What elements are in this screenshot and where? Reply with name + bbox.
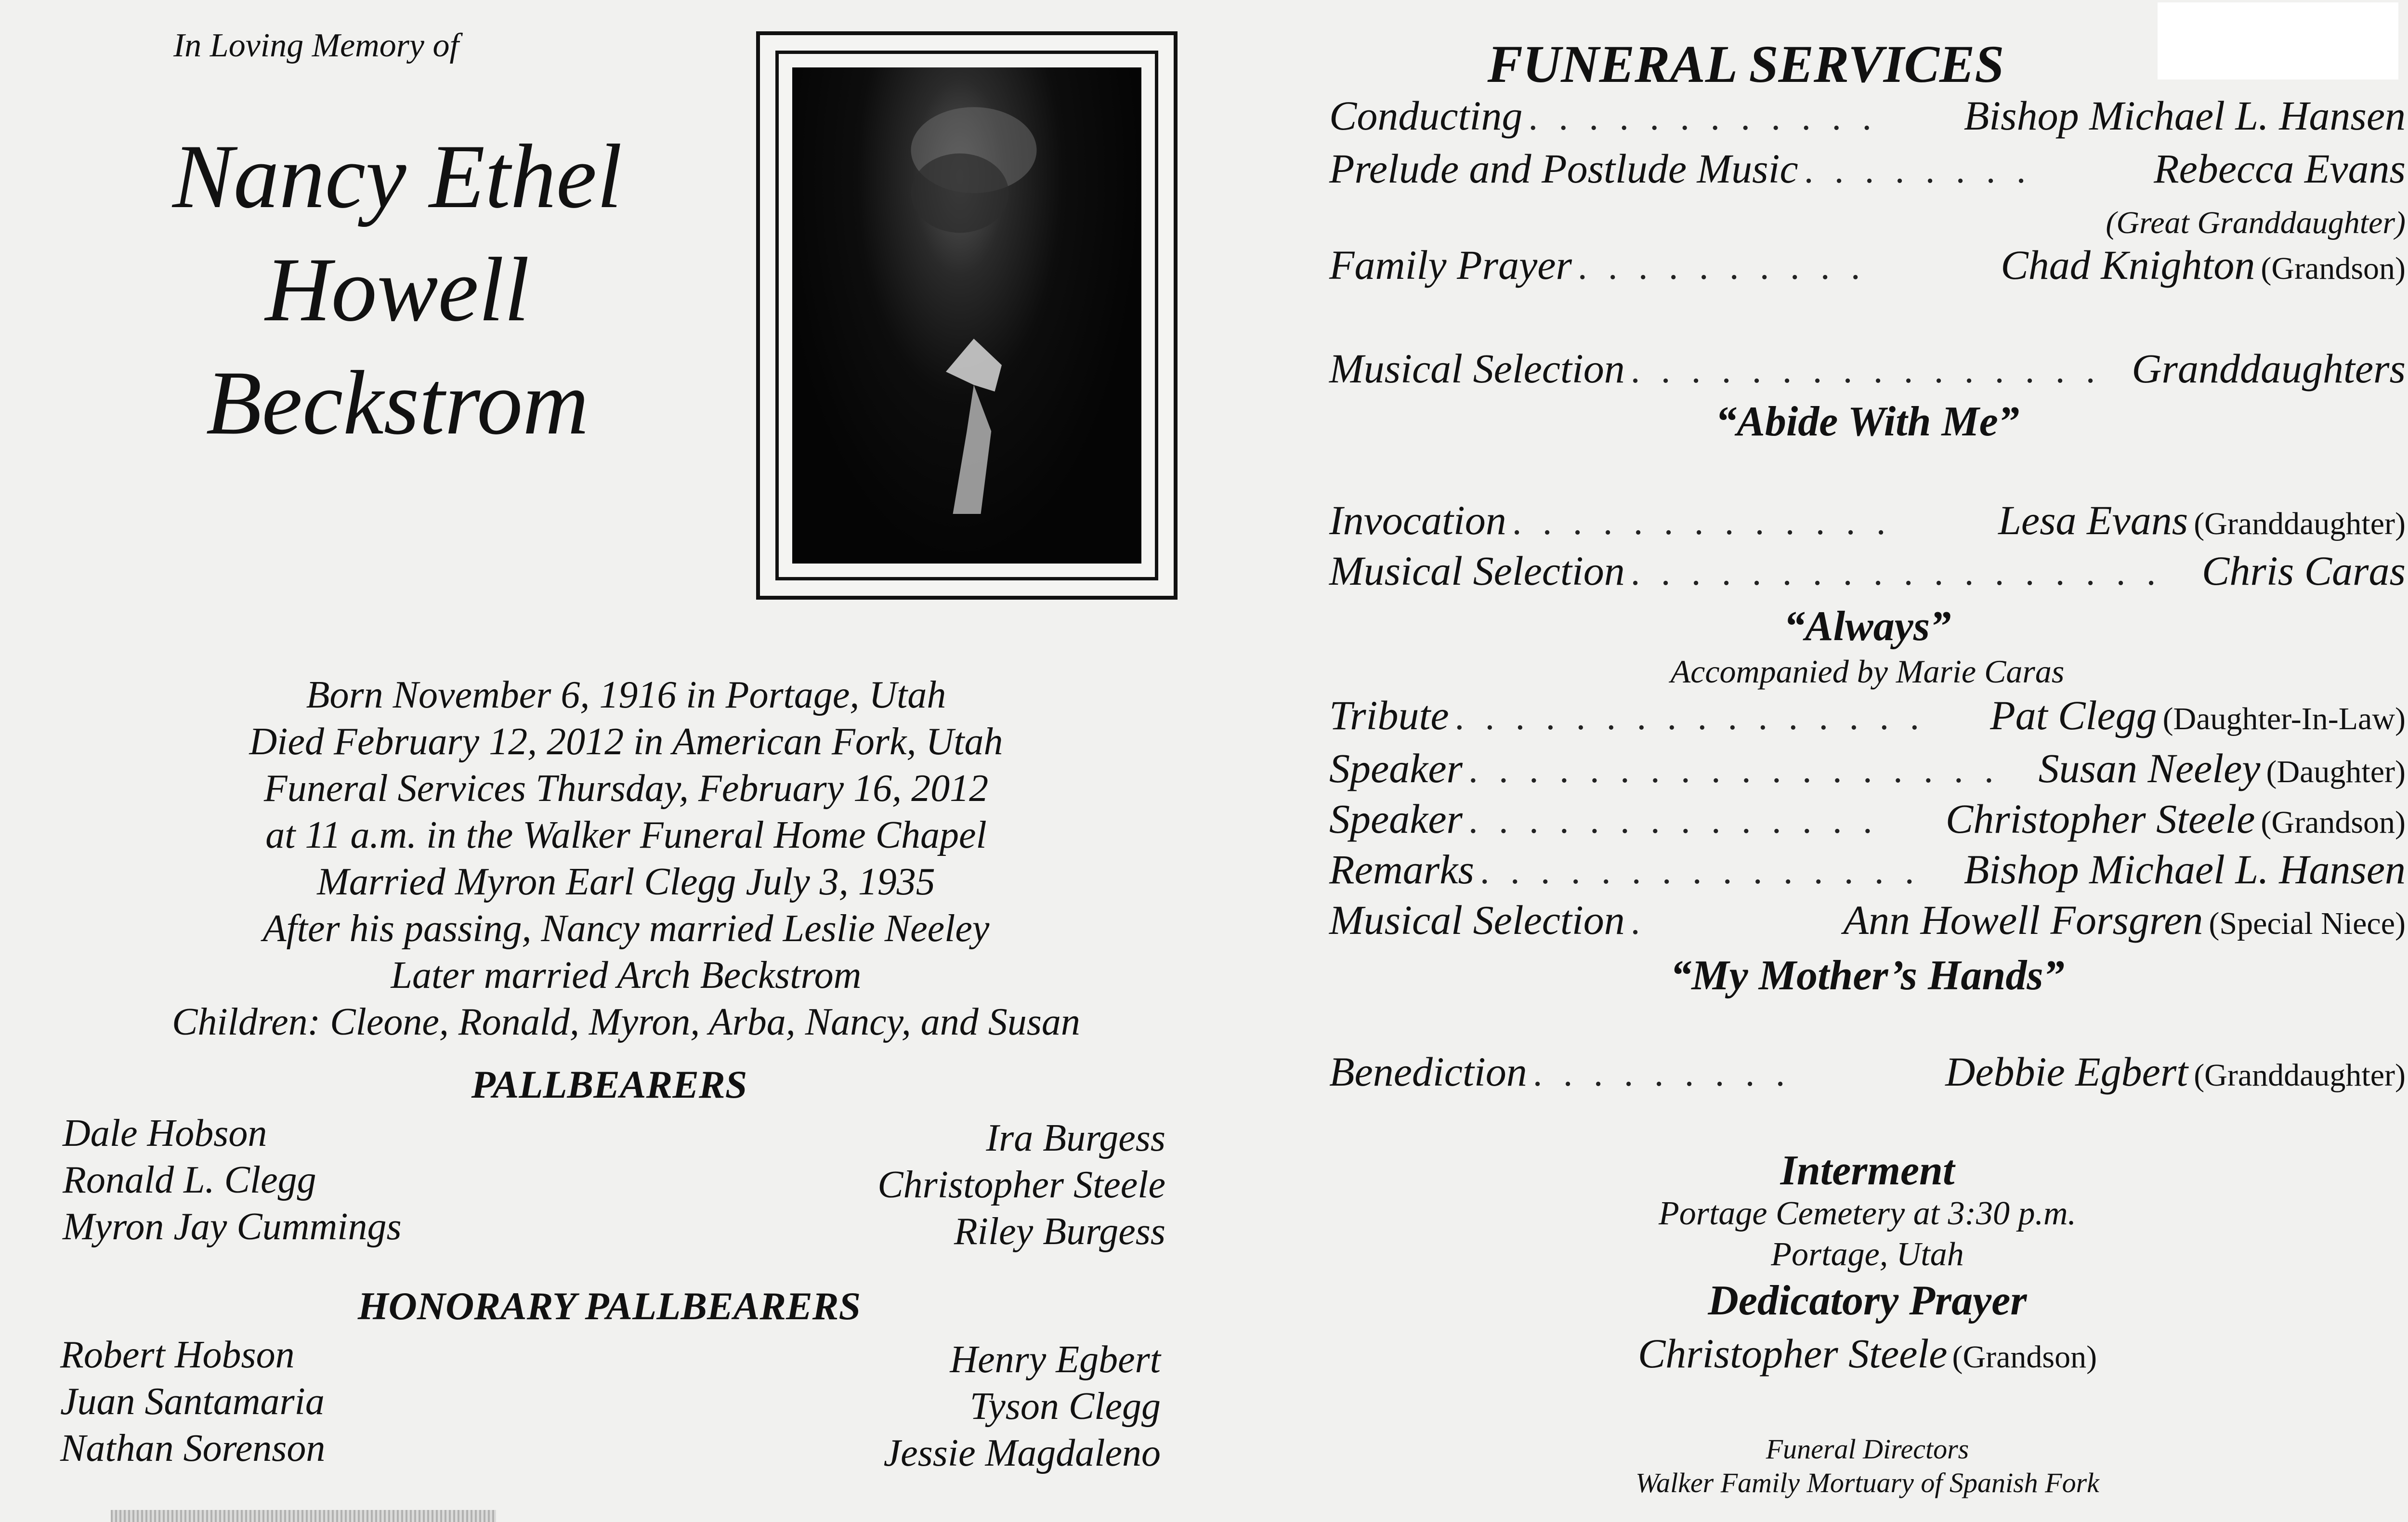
honorary-pallbearer-name: Juan Santamaria: [60, 1380, 325, 1423]
song-title: “Abide With Me”: [1715, 398, 2019, 445]
memory-heading: In Loving Memory of: [173, 27, 459, 64]
program-role: Speaker: [1329, 745, 1463, 791]
program-role: Musical Selection: [1329, 345, 1625, 392]
program-person: Pat Clegg (Daughter-In-Law): [1990, 692, 2406, 738]
scan-edge-artifact: [111, 1510, 496, 1522]
bio-line: Later married Arch Beckstrom: [391, 954, 862, 997]
name-line-last: Beckstrom: [206, 353, 589, 454]
program-relation: (Grandson): [2261, 805, 2406, 840]
program-role: Family Prayer: [1329, 242, 1572, 288]
interment-place: Portage, Utah: [1771, 1236, 1964, 1273]
program-relation: (Daughter): [2266, 754, 2406, 789]
leader-dots: . . . . . . . . . . . . . . . .: [1455, 695, 1926, 737]
leader-dots: . . . . . . . . . . . . .: [1513, 500, 1893, 542]
program-row-prelude: [1329, 144, 2406, 193]
leader-dots: . . . . . . . . . .: [1578, 245, 1867, 287]
honorary-right-list: [626, 1337, 1161, 1477]
dedicatory-prayer-heading: Dedicatory Prayer: [1708, 1277, 2027, 1324]
program-person: Ann Howell Forsgren (Special Niece): [1843, 897, 2406, 943]
redaction-box: [2158, 2, 2398, 79]
bio-line: Children: Cleone, Ronald, Myron, Arba, Nancy, and Susan: [172, 1001, 1080, 1043]
program-row-musical-selection-2: [1329, 547, 2406, 595]
program-relation: (Grandson): [2261, 251, 2406, 286]
accompaniment-note: Accompanied by Marie Caras: [1670, 653, 2065, 690]
leader-dots: . . . . . . . . . . . . . . . . . .: [1631, 551, 2163, 593]
program-role: Prelude and Postlude Music: [1329, 145, 1798, 192]
pallbearer-name: Ira Burgess: [986, 1117, 1165, 1159]
program-person: Chad Knighton (Grandson): [2001, 242, 2406, 288]
leader-dots: . . . . . . . . . . . .: [1529, 96, 1878, 138]
pallbearers-left-list: [63, 1110, 544, 1250]
honorary-pallbearer-name: Nathan Sorenson: [60, 1427, 326, 1470]
leader-dots: . . . . . . . . . . . . . . . .: [1631, 349, 2102, 391]
song-title: “My Mother’s Hands”: [1670, 952, 2065, 999]
honorary-pallbearer-name: Henry Egbert: [950, 1338, 1161, 1381]
dedicatory-prayer-person: Christopher Steele (Grandson): [1637, 1330, 2097, 1377]
program-row-musical-selection-3: [1329, 896, 2406, 944]
interment-time: Portage Cemetery at 3:30 p.m.: [1658, 1195, 2077, 1232]
honorary-pallbearers-heading: HONORARY PALLBEARERS: [357, 1284, 861, 1328]
program-person: Chris Caras: [2202, 548, 2406, 594]
name-line-middle: Howell: [265, 239, 530, 341]
program-row-family-prayer: [1329, 241, 2406, 289]
program-person: Lesa Evans (Granddaughter): [1998, 497, 2406, 543]
program-person: Granddaughters: [2132, 345, 2406, 392]
leader-dots: . . . . . . . . . . . . . . .: [1480, 850, 1921, 892]
funeral-services-title: FUNERAL SERVICES: [1487, 35, 2004, 93]
bio-line: Funeral Services Thursday, February 16, 2012: [263, 767, 989, 810]
honorary-pallbearer-name: Tyson Clegg: [969, 1385, 1161, 1428]
pallbearer-name: Ronald L. Clegg: [63, 1159, 316, 1201]
name-line-first: Nancy Ethel: [172, 126, 622, 227]
honorary-left-list: [60, 1332, 542, 1472]
portrait-photo: [792, 67, 1141, 564]
program-person: Bishop Michael L. Hansen: [1963, 846, 2406, 892]
honorary-pallbearer-name: Jessie Magdaleno: [883, 1432, 1161, 1474]
program-row-speaker-2: [1329, 795, 2406, 843]
program-row-musical-selection-1: [1329, 344, 2406, 393]
program-role: Speaker: [1329, 796, 1463, 842]
program-person: Bishop Michael L. Hansen: [1963, 92, 2406, 139]
program-row-invocation: [1329, 496, 2406, 544]
pallbearer-name: Riley Burgess: [954, 1210, 1165, 1253]
program-role: Musical Selection: [1329, 897, 1625, 943]
funeral-directors-name: Walker Family Mortuary of Spanish Fork: [1636, 1467, 2099, 1498]
program-relation: (Granddaughter): [2194, 1058, 2406, 1093]
program-role: Conducting: [1329, 92, 1523, 139]
dedicatory-relation: (Grandson): [1952, 1339, 2097, 1375]
program-row-conducting: [1329, 92, 2406, 140]
pallbearer-name: Christopher Steele: [877, 1164, 1165, 1206]
bio-line: Died February 12, 2012 in American Fork, Utah: [249, 721, 1003, 763]
pallbearer-name: Myron Jay Cummings: [63, 1206, 402, 1248]
program-relation: (Special Niece): [2209, 906, 2406, 941]
program-relation: (Granddaughter): [2194, 506, 2406, 541]
leader-dots: . . . . . . . .: [1805, 149, 2033, 191]
interment-heading: Interment: [1780, 1147, 1955, 1194]
bio-line: After his passing, Nancy married Leslie Neeley: [262, 907, 990, 950]
bio-line: at 11 a.m. in the Walker Funeral Home Chapel: [265, 814, 987, 856]
program-row-benediction: [1329, 1048, 2406, 1096]
program-relation: (Daughter-In-Law): [2162, 701, 2406, 736]
portrait-frame: [756, 31, 1178, 600]
program-person: Christopher Steele (Grandson): [1945, 796, 2406, 842]
pallbearers-heading: PALLBEARERS: [471, 1063, 747, 1106]
leader-dots: . . . . . . . . . . . . . .: [1469, 799, 1879, 841]
program-role: Benediction: [1329, 1049, 1527, 1095]
program-person: Rebecca Evans: [2154, 145, 2406, 192]
deceased-name: [144, 120, 650, 460]
biography: [72, 672, 1180, 1046]
pallbearer-name: Dale Hobson: [63, 1112, 267, 1155]
song-title: “Always”: [1783, 603, 1951, 650]
program-relation: (Great Granddaughter): [2106, 205, 2406, 240]
program-role: Musical Selection: [1329, 548, 1625, 594]
leader-dots: . . . . . . . . .: [1533, 1052, 1792, 1094]
program-role: Tribute: [1329, 692, 1449, 738]
funeral-directors-heading: Funeral Directors: [1766, 1433, 1969, 1465]
program-row-remarks: [1329, 845, 2406, 893]
program-person: Debbie Egbert (Granddaughter): [1945, 1049, 2406, 1095]
honorary-pallbearer-name: Robert Hobson: [60, 1334, 295, 1376]
pallbearers-right-list: [626, 1115, 1165, 1255]
program-role: Invocation: [1329, 497, 1506, 543]
program-row-speaker-1: [1329, 744, 2406, 792]
leader-dots: .: [1631, 900, 1647, 942]
leader-dots: . . . . . . . . . . . . . . . . . .: [1469, 748, 2001, 790]
program-row-tribute: [1329, 691, 2406, 739]
bio-line: Born November 6, 1916 in Portage, Utah: [306, 674, 946, 716]
bio-line: Married Myron Earl Clegg July 3, 1935: [317, 861, 935, 903]
program-person: Susan Neeley (Daughter): [2038, 745, 2406, 791]
program-role: Remarks: [1329, 846, 1474, 892]
